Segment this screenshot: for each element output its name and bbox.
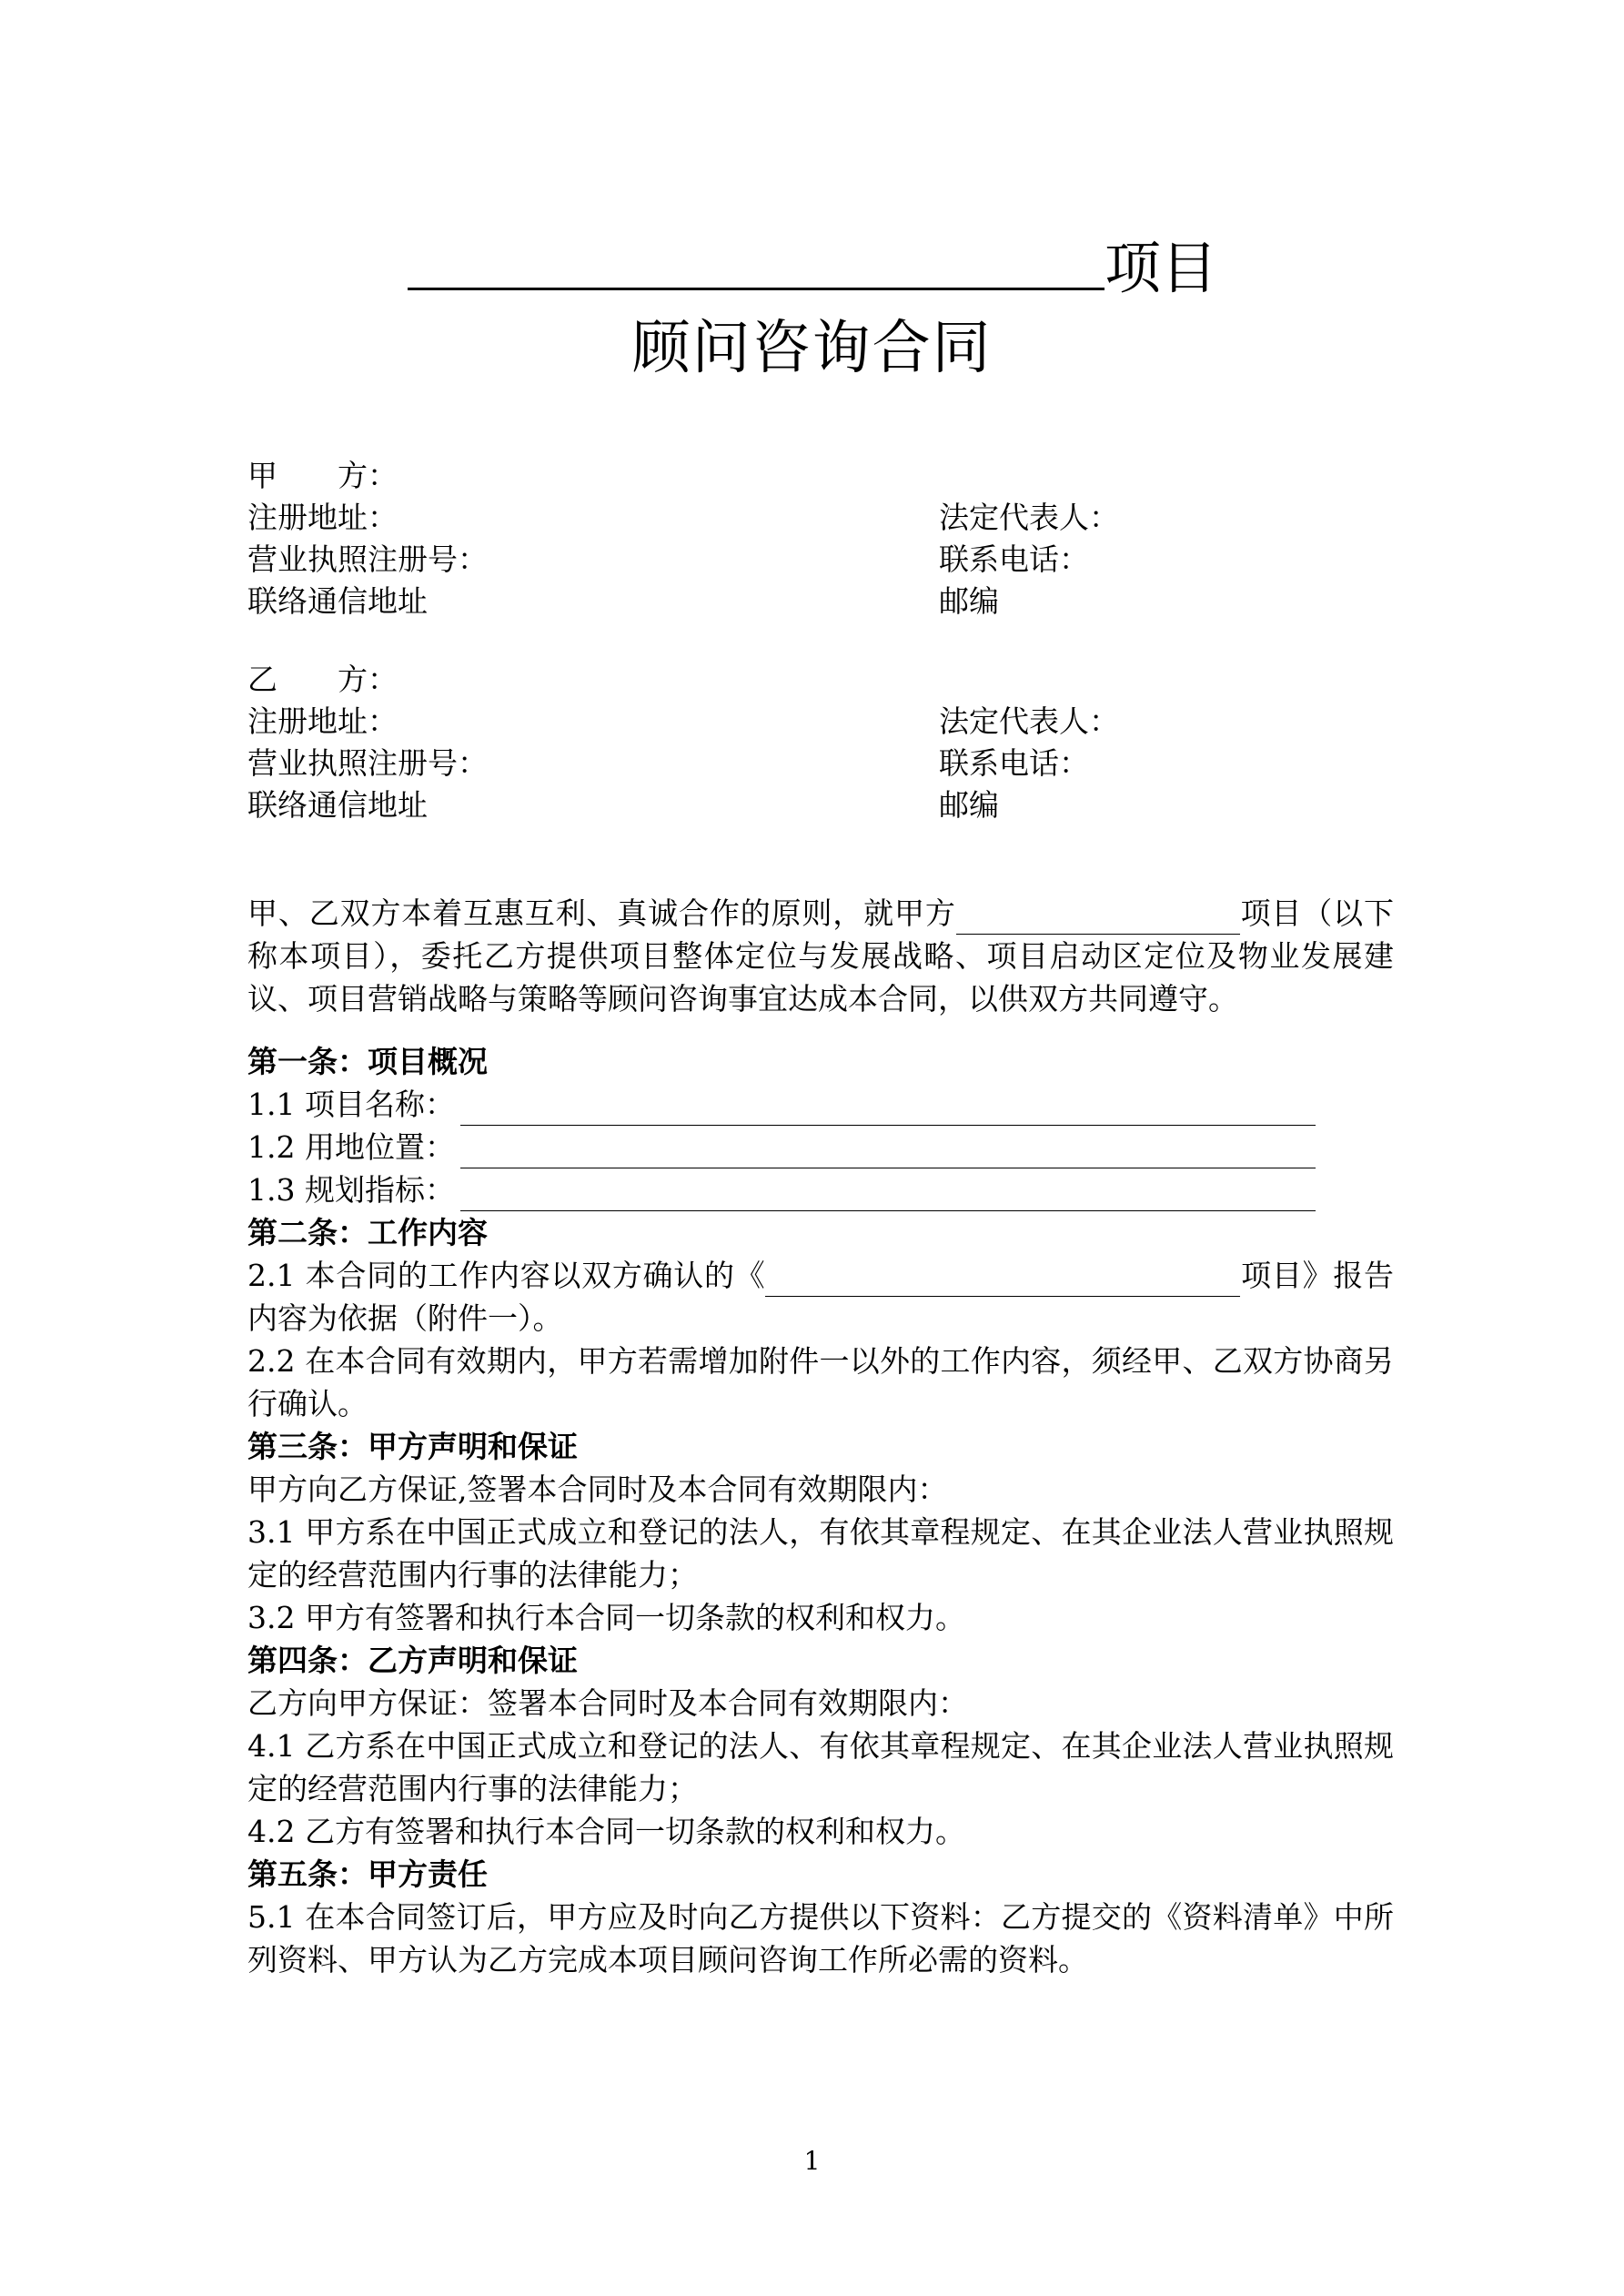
party-a-name-label: 甲 方： [247, 458, 398, 493]
project-name-field [460, 1092, 1316, 1126]
party-a-phone: 联系电话： [939, 541, 1089, 577]
land-location-field [460, 1135, 1316, 1168]
title-line-1 [408, 228, 1226, 309]
party-b-phone: 联系电话： [939, 745, 1089, 781]
party-a-reg-address: 注册地址： [247, 500, 398, 535]
article-5-item-1: 5.1 在本合同签订后，甲方应及时向乙方提供以下资料：乙方提交的《资料清单》中所列资料、甲方认为乙方完成本项目顾问咨询工作所必需的资料。 [247, 1899, 1394, 1977]
contract-body [247, 892, 1394, 1981]
report-name-blank [765, 1263, 1240, 1297]
project-blank [956, 901, 1240, 935]
article-3-item-2: 3.2 甲方有签署和执行本合同一切条款的权利和权力。 [247, 1600, 965, 1635]
planning-index-field [460, 1178, 1316, 1211]
article-2-heading: 第二条：工作内容 [247, 1215, 488, 1250]
title-project-suffix: 项目 [1105, 235, 1218, 301]
article-1-heading: 第一条：项目概况 [247, 1044, 488, 1079]
article-2-item-1: 2.1 本合同的工作内容以双方确认的《 项目》报告内容为依据（附件一）。 [247, 1258, 1394, 1336]
intro-paragraph: 甲、乙双方本着互惠互利、真诚合作的原则，就甲方 项目（以下称本项目），委托乙方提供项目整体定位与发展战略、项目启动区定位及物业发展建议、项目营销战略与策略等顾问咨询事宜达成本合同，以供双方共同遵守。 [247, 895, 1395, 1017]
article-3-heading: 第三条：甲方声明和保证 [247, 1429, 578, 1464]
article-2-item-2: 2.2 在本合同有效期内，甲方若需增加附件一以外的工作内容，须经甲、乙双方协商另行确认。 [247, 1343, 1394, 1421]
party-a-block [247, 455, 1430, 622]
party-a-postcode: 邮编 [939, 583, 999, 619]
article-1-item-1: 1.1 项目名称： [247, 1083, 1394, 1126]
party-a-license-no: 营业执照注册号： [247, 541, 488, 577]
article-5-heading: 第五条：甲方责任 [247, 1856, 488, 1892]
page-number: 1 [803, 2146, 821, 2176]
article-3-item-1: 3.1 甲方系在中国正式成立和登记的法人，有依其章程规定、在其企业法人营业执照规定的经营范围内行事的法律能力； [247, 1514, 1394, 1593]
contract-title: 顾问咨询合同 [631, 315, 993, 382]
article-4-lead: 乙方向甲方保证：签署本合同时及本合同有效期限内： [247, 1685, 968, 1721]
article-1-item-3: 1.3 规划指标： [247, 1168, 1394, 1211]
article-3-lead: 甲方向乙方保证,签署本合同时及本合同有效期限内： [247, 1472, 948, 1507]
party-b-legal-rep: 法定代表人： [939, 703, 1119, 739]
party-b-reg-address: 注册地址： [247, 703, 398, 739]
party-a-legal-rep: 法定代表人： [939, 500, 1119, 535]
article-4-heading: 第四条：乙方声明和保证 [247, 1643, 578, 1678]
party-b-name-label: 乙 方： [247, 662, 398, 697]
party-b-license-no: 营业执照注册号： [247, 745, 488, 781]
article-4-item-1: 4.1 乙方系在中国正式成立和登记的法人、有依其章程规定、在其企业法人营业执照规定的经营范围内行事的法律能力； [247, 1728, 1394, 1806]
party-b-contact-address: 联络通信地址 [247, 787, 428, 823]
article-4-item-2: 4.2 乙方有签署和执行本合同一切条款的权利和权力。 [247, 1814, 965, 1849]
party-b-postcode: 邮编 [939, 787, 999, 823]
party-b-block [247, 659, 1430, 826]
article-1-item-2: 1.2 用地位置： [247, 1126, 1394, 1168]
project-name-blank [408, 228, 1105, 290]
party-a-contact-address: 联络通信地址 [247, 583, 428, 619]
